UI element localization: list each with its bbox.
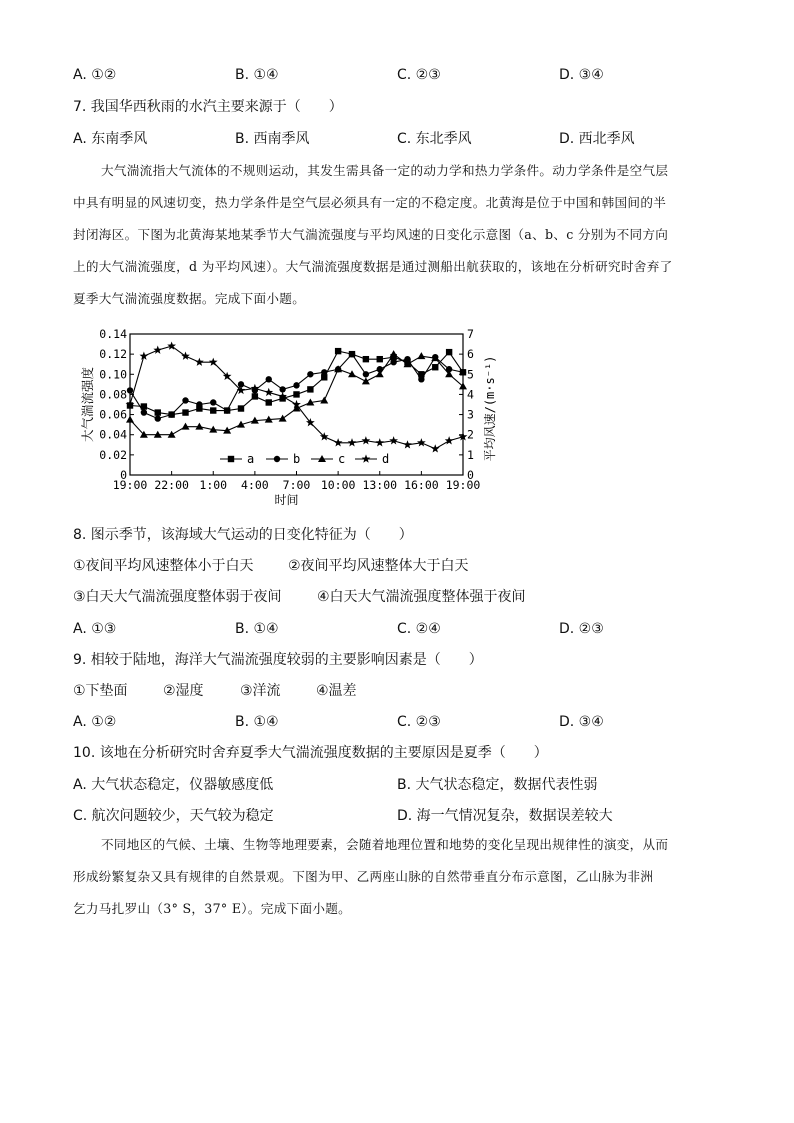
q8-option-d: D. ②③ [559, 621, 604, 637]
x-tick-label: 19:00 [445, 478, 481, 492]
right-tick-label: 4 [467, 387, 474, 402]
q10-option-a: A. 大气状态稳定，仪器敏感度低 [73, 777, 274, 793]
series-b-point [307, 371, 313, 377]
passage1-line: 封闭海区。下图为北黄海某地某季节大气湍流强度与平均风速的日变化示意图（a、b、c 分别为不同方向 [73, 227, 669, 242]
left-tick-label: 0.02 [99, 447, 127, 462]
series-c-point [376, 370, 384, 377]
q10-option-d: D. 海一气情况复杂，数据误差较大 [397, 808, 613, 824]
series-c-point [417, 352, 425, 359]
series-b-point [349, 351, 355, 357]
q10-option-b: B. 大气状态稳定，数据代表性弱 [397, 777, 598, 793]
legend-label-a: a [247, 452, 255, 466]
series-b-point [168, 411, 174, 417]
x-tick-label: 13:00 [362, 478, 398, 492]
legend-marker-a [228, 456, 234, 462]
series-a-point [252, 393, 258, 399]
series-a-point [210, 407, 216, 413]
series-a-point [266, 399, 272, 405]
passage1-line: 大气湍流指大气流体的不规则运动，其发生需具备一定的动力学和热力学条件。动力学条件是空气层 [101, 163, 669, 178]
left-tick-label: 0.12 [99, 347, 127, 362]
legend-label-d: d [382, 452, 390, 466]
series-b-point [460, 369, 466, 375]
q8-option-a: A. ①③ [73, 621, 117, 637]
q10-option-c: C. 航次问题较少，天气较为稳定 [73, 808, 274, 824]
series-d-point [389, 436, 398, 444]
series-b-point [266, 376, 272, 382]
right-tick-label: 5 [467, 367, 474, 382]
q9-statement-1: ①下垫面 [73, 683, 128, 699]
series-a-point [155, 409, 161, 415]
left-tick-label: 0.06 [99, 407, 127, 422]
passage1-line: 夏季大气湍流强度数据。完成下面小题。 [73, 291, 306, 306]
series-b-point [224, 407, 230, 413]
right-tick-label: 0 [467, 468, 474, 482]
series-d-point [348, 438, 357, 446]
series-c-point [362, 377, 370, 384]
q9-statement-2: ②湿度 [163, 683, 204, 699]
right-tick-label: 6 [467, 347, 474, 362]
q9-option-a: A. ①② [73, 714, 117, 730]
x-tick-label: 22:00 [154, 478, 189, 492]
series-b-point [363, 371, 369, 377]
series-b-point [141, 409, 147, 415]
series-d-point [417, 438, 426, 446]
series-a-point [432, 364, 438, 370]
right-tick-label: 2 [467, 427, 474, 442]
left-y-axis-label: 大气湍流强度 [80, 366, 95, 443]
right-tick-label: 3 [467, 407, 474, 422]
right-tick-label: 1 [467, 447, 474, 462]
q9-stem: 9. 相较于陆地，海洋大气湍流强度较弱的主要影响因素是（ ） [73, 652, 483, 668]
q7-option-c: C. 东北季风 [397, 131, 472, 147]
q8-statement-1: ①夜间平均风速整体小于白天 [73, 558, 254, 574]
x-tick-label: 7:00 [282, 478, 311, 492]
q8-option-b: B. ①④ [235, 621, 279, 637]
q8-statement-3: ③白天大气湍流强度整体弱于夜间 [73, 589, 282, 605]
series-b-point [127, 387, 133, 393]
q8-statement-2: ②夜间平均风速整体大于白天 [288, 558, 469, 574]
passage-mountains [73, 829, 723, 925]
legend-label-b: b [293, 452, 301, 466]
q9-option-d: D. ③④ [559, 714, 604, 730]
q8-stem: 8. 图示季节，该海域大气运动的日变化特征为（ ） [73, 527, 413, 543]
q7-option-b: B. 西南季风 [235, 131, 310, 147]
legend-label-c: c [338, 452, 346, 466]
x-tick-label: 19:00 [112, 478, 148, 492]
passage1-line: 中具有明显的风速切变，热力学条件是空气层必须具有一定的不稳定度。北黄海是位于中国和韩国间的半 [73, 195, 667, 210]
series-a-point [377, 356, 383, 362]
legend-marker-b [274, 456, 280, 462]
q8-statement-4: ④白天大气湍流强度整体强于夜间 [317, 589, 526, 605]
series-b-point [210, 399, 216, 405]
q8-option-c: C. ②④ [397, 621, 441, 637]
series-d-point [362, 436, 371, 444]
series-d-point [140, 352, 149, 360]
q9-statement-4: ④温差 [316, 683, 357, 699]
left-tick-label: 0.08 [99, 387, 127, 402]
x-axis-label: 时间 [274, 493, 299, 507]
series-b-point [390, 359, 396, 365]
passage-turbulence [73, 155, 723, 315]
left-tick-label: 0.04 [99, 427, 127, 442]
series-b-point [279, 386, 285, 392]
q7-option-d: D. 西北季风 [559, 131, 635, 147]
series-a-point [293, 391, 299, 397]
left-tick-label: 0.10 [99, 367, 127, 382]
passage2-line: 不同地区的气候、土壤、生物等地理要素，会随着地理位置和地势的变化呈现出规律性的演变，从而 [101, 837, 669, 852]
q6-option-b: B. ①④ [235, 67, 279, 83]
series-d-point [264, 388, 273, 396]
series-b-point [196, 401, 202, 407]
left-tick-label: 0 [120, 468, 127, 482]
series-d-point [375, 438, 384, 446]
q7-stem: 7. 我国华西秋雨的水汽主要来源于（ ） [73, 99, 343, 115]
x-tick-label: 16:00 [404, 478, 439, 492]
legend-marker-d [362, 454, 371, 462]
series-d-point [153, 346, 162, 354]
series-d-point [431, 444, 440, 452]
series-d-point [181, 352, 190, 360]
left-tick-label: 0.14 [99, 327, 127, 341]
right-tick-label: 7 [467, 327, 474, 341]
q9-option-b: B. ①④ [235, 714, 279, 730]
x-tick-label: 10:00 [320, 478, 356, 492]
q6-option-d: D. ③④ [559, 67, 604, 83]
series-b-point [293, 382, 299, 388]
turbulence-wind-chart [78, 322, 518, 512]
series-b-point [418, 376, 424, 382]
right-y-axis-label: 平均风速/(m·s⁻¹) [483, 355, 497, 462]
series-b-point [155, 415, 161, 421]
series-d-point [403, 440, 412, 448]
q9-statement-3: ③洋流 [240, 683, 281, 699]
series-a-point [238, 405, 244, 411]
series-d-point [445, 436, 454, 444]
passage2-line: 形成纷繁复杂又具有规律的自然景观。下图为甲、乙两座山脉的自然带垂直分布示意图，乙山脉为非洲 [73, 869, 654, 884]
series-b-point [321, 369, 327, 375]
q6-option-c: C. ②③ [397, 67, 441, 83]
series-d-point [334, 438, 343, 446]
q9-option-c: C. ②③ [397, 714, 441, 730]
series-c-point [126, 416, 134, 423]
series-b-point [182, 397, 188, 403]
q10-stem: 10. 该地在分析研究时舍弃夏季大气湍流强度数据的主要原因是夏季（ ） [73, 745, 548, 761]
passage1-line: 上的大气湍流强度，d 为平均风速）。大气湍流强度数据是通过测船出航获取的，该地在分析研究时舍弃了 [73, 259, 673, 274]
series-c-point [279, 415, 287, 422]
series-a-point [363, 356, 369, 362]
series-a-point [307, 386, 313, 392]
series-a-point [446, 349, 452, 355]
x-tick-label: 1:00 [199, 478, 228, 492]
x-tick-label: 4:00 [241, 478, 269, 492]
passage2-line: 乞力马扎罗山（3° S，37° E）。完成下面小题。 [73, 901, 352, 916]
series-c-point [390, 350, 398, 357]
series-a-point [182, 409, 188, 415]
q6-option-a: A. ①② [73, 67, 117, 83]
q7-option-a: A. 东南季风 [73, 131, 148, 147]
series-a-point [335, 348, 341, 354]
series-d-point [195, 358, 204, 366]
series-c-point [320, 396, 328, 403]
